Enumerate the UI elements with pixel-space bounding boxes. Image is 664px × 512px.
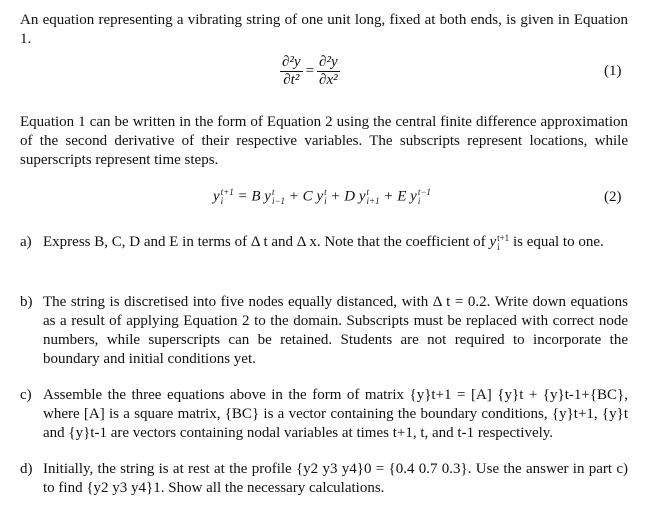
finite-difference-paragraph: Equation 1 can be written in the form of Equation 2 using the central finite difference approximation of the second derivative of their respective variables. The subscripts represent locations, while superscripts represent time steps. xyxy=(20,114,628,168)
question-c xyxy=(20,386,628,443)
question-d-label: d) xyxy=(20,461,33,477)
question-c-label: c) xyxy=(20,387,32,403)
equation-1-lhs xyxy=(280,54,303,89)
equals-sign: = xyxy=(305,63,315,79)
question-a-text-after: is equal to one. xyxy=(509,234,604,250)
equation-2-number: (2) xyxy=(604,189,622,205)
equation-1-rhs xyxy=(317,54,340,89)
question-d-text: Initially, the string is at rest at the profile {y2 y3 y4}0 = {0.4 0.7 0.3}. Use the answer in part c) to find {y2 y3 y4}1. Show all the necessary calculations. xyxy=(43,461,628,496)
equation-2: y t+1 i = B y t i−1 + C y t i + D y t i+1 + E y t−1 i xyxy=(213,187,431,206)
question-b xyxy=(20,293,628,369)
question-c-text: Assemble the three equations above in the form of matrix {y}t+1 = [A] {y}t + {y}t-1+{BC}, where [A] is a square matrix, {BC} is a vector containing the boundary conditions, {y}t+1, {y}t and {y}t-1 are vectors containing nodal variables at times t+1, t, and t-1 respectively. xyxy=(43,387,628,441)
question-b-text: The string is discretised into five nodes equally distanced, with Δ t = 0.2. Write down equations as a result of applying Equation 2 to the domain. Subscripts must be replaced with correct node numbers, while superscripts can be retained. Students are not required to incorporate the boundary and initial conditions yet. xyxy=(43,294,628,367)
equation-1-lhs-numerator: ∂²y xyxy=(282,54,301,70)
question-a-text: Express B, C, D and E in terms of Δ t and Δ x. Note that the coefficient of y t+1 i is equal to one. xyxy=(43,232,604,252)
question-b-label: b) xyxy=(20,294,33,310)
intro-paragraph: An equation representing a vibrating string of one unit long, fixed at both ends, is given in Equation 1. xyxy=(20,12,628,47)
question-d xyxy=(20,460,628,498)
equation-1 xyxy=(280,54,340,89)
question-a xyxy=(20,233,628,252)
equation-1-rhs-numerator: ∂²y xyxy=(319,54,338,70)
question-a-text-before: Express B, C, D and E in terms of Δ t and Δ x. Note that the coefficient of xyxy=(43,234,490,250)
equation-1-rhs-denominator: ∂x² xyxy=(319,72,338,88)
equation-1-lhs-denominator: ∂t² xyxy=(283,72,300,88)
equation-1-number: (1) xyxy=(604,63,622,79)
question-a-label: a) xyxy=(20,234,32,250)
